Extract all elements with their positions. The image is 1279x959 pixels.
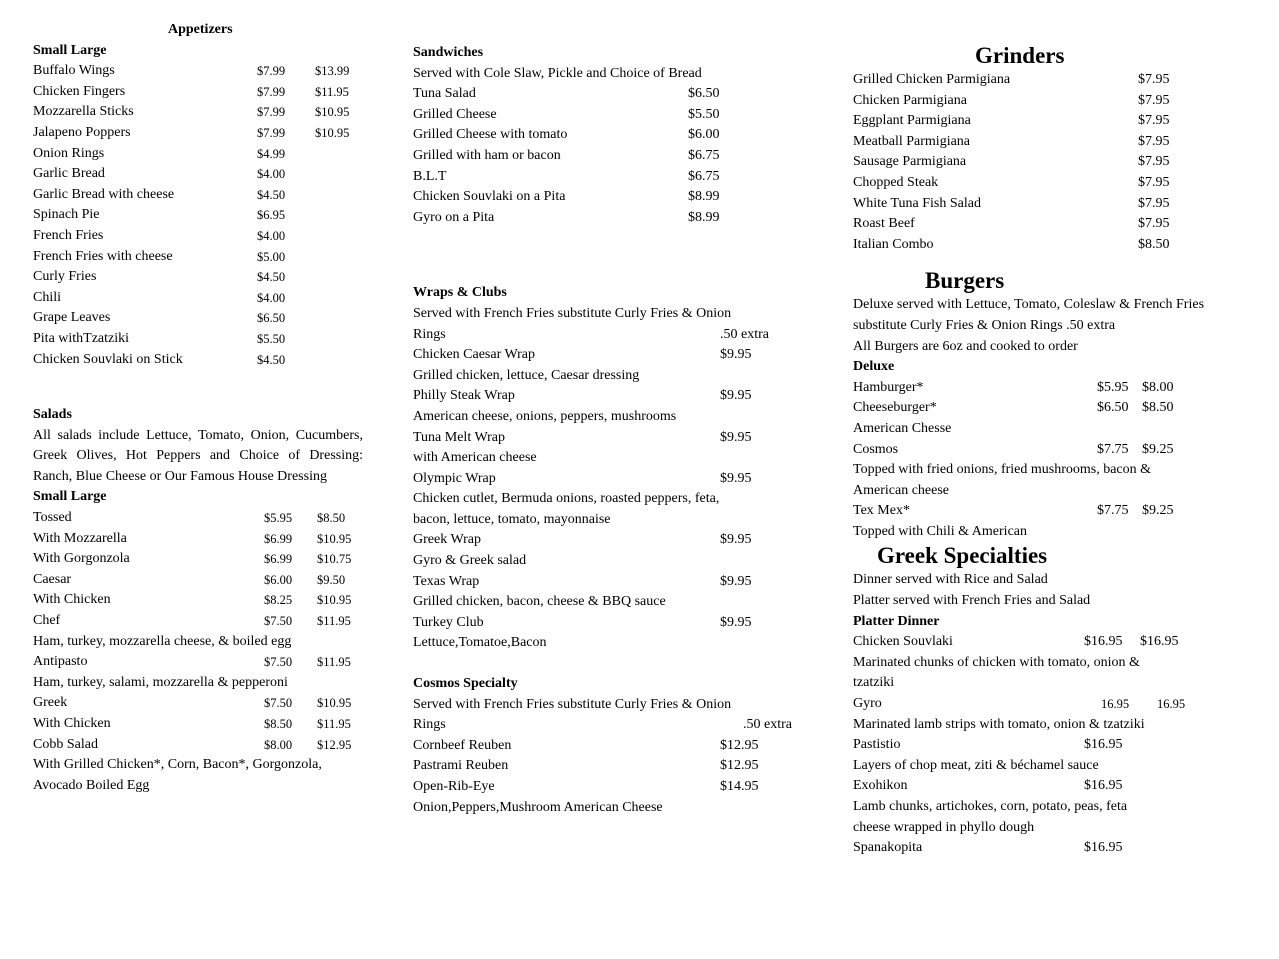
salad-item-small-price: $5.95 [264, 511, 293, 526]
grinder-item-price: $7.95 [1138, 113, 1170, 129]
wrap-item [413, 572, 813, 593]
cosmos-item [413, 777, 813, 798]
salad-item-small-price: $8.50 [264, 717, 293, 731]
cosmos-item-name: Open-Rib-Eye [413, 779, 495, 794]
greek-item-dinner-price: 16.95 [1157, 697, 1186, 712]
cosmos-item [413, 756, 813, 777]
salad-item-large-price: $12.95 [317, 737, 352, 752]
wrap-item-description: bacon, lettuce, tomato, mayonnaise [413, 511, 611, 527]
appetizer-item-small-price: $7.99 [257, 105, 286, 120]
burger-item-deluxe-price: $9.25 [1142, 503, 1174, 519]
sandwich-item-price: $6.75 [688, 168, 720, 184]
wrap-item [413, 613, 813, 634]
wrap-item-price: $9.95 [720, 614, 752, 630]
sandwich-item-price: $5.50 [688, 106, 720, 122]
sandwich-item-price: $8.99 [688, 209, 720, 225]
appetizer-item-name: Chili [33, 289, 62, 305]
appetizer-item [33, 350, 373, 371]
burger-item-price: $7.75 [1097, 441, 1129, 457]
appetizer-item-small-price: $4.00 [257, 290, 286, 305]
sandwich-item-name: Grilled with ham or bacon [413, 147, 561, 163]
salad-item [33, 735, 373, 756]
burgers-intro-2: substitute Curly Fries & Onion Rings .50 extra [853, 317, 1116, 333]
appetizer-item [33, 205, 373, 226]
wrap-item-description: Chicken cutlet, Bermuda onions, roasted peppers, feta, [413, 491, 720, 507]
grinder-item-name: Chicken Parmigiana [853, 92, 967, 108]
sandwich-item-name: B.L.T [413, 168, 447, 184]
greek-item-name: Spanakopita [853, 840, 923, 856]
appetizer-item-small-price: $6.50 [257, 311, 286, 326]
burger-item-deluxe-price: $8.50 [1142, 400, 1174, 416]
sandwich-item [413, 105, 813, 126]
sandwich-item [413, 125, 813, 146]
burgers-intro-3: All Burgers are 6oz and cooked to order [853, 338, 1078, 354]
sandwich-item [413, 208, 813, 229]
salad-item-small-price: $7.50 [264, 655, 293, 670]
appetizer-item-small-price: $4.50 [257, 270, 286, 285]
salad-item-small-price: $6.99 [264, 552, 293, 567]
wrap-item-description: with American cheese [413, 450, 537, 466]
sandwich-item-price: $6.75 [688, 147, 720, 163]
grinder-item-name: Grilled Chicken Parmigiana [853, 72, 1011, 87]
grinder-item [853, 152, 1253, 173]
appetizer-item-large-price: $13.99 [315, 64, 350, 79]
salad-item [33, 508, 373, 529]
grinders-list [853, 70, 1253, 255]
sandwich-item-price: $6.50 [688, 86, 720, 102]
grinder-item-name: Meatball Parmigiana [853, 133, 971, 149]
grinder-item-price: $7.95 [1138, 133, 1170, 149]
appetizer-item-small-price: $5.00 [257, 249, 286, 264]
salad-item-large-price: $11.95 [317, 614, 351, 629]
burger-item [853, 501, 1253, 522]
appetizer-item [33, 267, 373, 288]
salad-item-large-price: $10.95 [317, 593, 352, 608]
salad-item [33, 549, 373, 570]
salads-footer: With Grilled Chicken*, Corn, Bacon*, Gorgonzola, Avocado Boiled Egg [33, 757, 322, 793]
salads-large-header: Large [70, 489, 107, 505]
wrap-item [413, 469, 813, 490]
salad-item-large-price: $9.50 [317, 572, 346, 587]
burger-item-price: $5.95 [1097, 379, 1129, 395]
grinders-heading: Grinders [975, 43, 1065, 68]
burger-item-price: $6.50 [1097, 400, 1129, 416]
sandwich-item [413, 167, 813, 188]
grinder-item [853, 132, 1253, 153]
wrap-item-name: Greek Wrap [413, 532, 481, 548]
sandwich-item-name: Chicken Souvlaki on a Pita [413, 189, 566, 205]
salads-list [33, 508, 373, 755]
salads-intro: All salads include Lettuce, Tomato, Onion, Cucumbers, Greek Olives, Hot Peppers and Choice of Dressing: Ranch, Blue Cheese or Our Famous House Dressing [33, 427, 363, 484]
cosmos-item-name: Cornbeef Reuben [413, 737, 512, 753]
cosmos-item-price: $12.95 [720, 737, 759, 753]
wrap-item-name: Turkey Club [413, 614, 484, 630]
grinder-item-price: $7.95 [1138, 92, 1170, 108]
wrap-item-description: Grilled chicken, lettuce, Caesar dressing [413, 367, 640, 383]
grinder-item-name: White Tuna Fish Salad [853, 195, 981, 211]
salad-item-small-price: $7.50 [264, 614, 293, 629]
burger-item-price: $7.75 [1097, 503, 1129, 519]
salad-item-name: Cobb Salad [33, 736, 98, 752]
burgers-column-headers [853, 357, 1253, 378]
wrap-item-name: Tuna Melt Wrap [413, 429, 505, 445]
appetizer-item-name: Curly Fries [33, 269, 97, 285]
burger-item-description: Topped with Chili & American [853, 523, 1027, 539]
wrap-item-price: $9.95 [720, 532, 752, 548]
grinder-item [853, 214, 1253, 235]
appetizer-item-small-price: $7.99 [257, 64, 286, 79]
greek-intro-2: Platter served with French Fries and Salad [853, 593, 1091, 609]
grinder-item-price: $7.95 [1138, 72, 1170, 87]
wraps-heading: Wraps & Clubs [413, 285, 507, 301]
sandwich-item [413, 84, 813, 105]
grinder-item-name: Roast Beef [853, 216, 915, 232]
salad-item-small-price: $7.50 [264, 696, 293, 711]
burger-item-name: Cheeseburger* [853, 400, 937, 416]
salad-item-large-price: $11.95 [317, 717, 351, 731]
appetizer-item-small-price: $4.50 [257, 352, 286, 367]
salad-item-name: With Gorgonzola [33, 551, 130, 567]
cosmos-item-price: $12.95 [720, 758, 759, 774]
wrap-item-description: Grilled chicken, bacon, cheese & BBQ sauce [413, 594, 666, 610]
burgers-intro-1: Deluxe served with Lettuce, Tomato, Coleslaw & French Fries [853, 297, 1205, 313]
salad-item-large-price: $10.75 [317, 552, 352, 567]
grinder-item [853, 173, 1253, 194]
salad-item [33, 693, 373, 714]
sandwiches-list [413, 84, 813, 228]
appetizer-item [33, 123, 373, 144]
column-2 [413, 43, 813, 818]
grinder-item-name: Chopped Steak [853, 174, 939, 190]
salad-item [33, 714, 373, 735]
wraps-extra-label: Rings [413, 326, 446, 342]
wrap-item-price: $9.95 [720, 470, 752, 486]
salad-item [33, 529, 373, 550]
appetizer-item-name: Garlic Bread with cheese [33, 186, 175, 202]
salad-item-name: Greek [33, 695, 68, 711]
column-1 [33, 20, 373, 796]
sandwich-item-price: $8.99 [688, 189, 720, 205]
cosmos-list [413, 736, 813, 818]
salad-item-small-price: $6.99 [264, 531, 293, 546]
salad-item-small-price: $6.00 [264, 572, 293, 587]
salads-heading: Salads [33, 407, 72, 423]
salad-item-name: With Chicken [33, 592, 111, 608]
cosmos-extra-price: .50 extra [743, 717, 792, 733]
appetizer-item-small-price: $7.99 [257, 84, 286, 99]
greek-item-platter-price: $16.95 [1084, 634, 1123, 650]
greek-dinner-header: Dinner [897, 613, 940, 629]
greek-item-platter-price: $16.95 [1084, 778, 1123, 794]
salad-item-name: Chef [33, 613, 61, 629]
grinder-item-price: $8.50 [1138, 236, 1170, 252]
appetizer-item-name: Grape Leaves [33, 310, 111, 326]
appetizer-item-name: Spinach Pie [33, 207, 100, 223]
appetizer-item-name: Pita withTzatziki [33, 330, 130, 346]
wrap-item-description: Lettuce,Tomatoe,Bacon [413, 635, 547, 651]
greek-list [853, 632, 1253, 859]
wrap-item [413, 530, 813, 551]
greek-item-description: tzatziki [853, 675, 895, 691]
greek-item [853, 735, 1253, 756]
greek-heading: Greek Specialties [877, 543, 1048, 569]
salad-item-description: Ham, turkey, mozzarella cheese, & boiled egg [33, 633, 292, 649]
appetizer-item [33, 102, 373, 123]
sandwiches-subtitle: Served with Cole Slaw, Pickle and Choice of Bread [413, 65, 702, 81]
salad-item-name: With Mozzarella [33, 530, 127, 546]
appetizers-heading: Appetizers [168, 22, 233, 37]
appetizer-item [33, 329, 373, 350]
grinder-item-price: $7.95 [1138, 174, 1170, 190]
salad-item [33, 652, 373, 673]
sandwich-item-price: $6.00 [688, 127, 720, 143]
appetizer-item-name: French Fries [33, 227, 104, 243]
burger-item [853, 378, 1253, 399]
appetizer-item-small-price: $7.99 [257, 125, 286, 140]
appetizers-list [33, 61, 373, 370]
burger-item-description: American cheese [853, 482, 949, 498]
appetizer-item-small-price: $6.95 [257, 208, 286, 223]
salad-item-small-price: $8.25 [264, 593, 293, 608]
cosmos-subtitle: Served with French Fries substitute Curly Fries & Onion [413, 696, 732, 712]
greek-platter-header: Platter [853, 613, 894, 629]
greek-item-name: Exohikon [853, 778, 908, 794]
wrap-item-price: $9.95 [720, 388, 752, 404]
burger-item-name: Hamburger* [853, 379, 924, 395]
burger-item [853, 398, 1253, 419]
sandwich-item-name: Gyro on a Pita [413, 209, 495, 225]
burger-item-description: American Chesse [853, 420, 952, 436]
cosmos-extra-label: Rings [413, 717, 446, 733]
salad-item-large-price: $10.95 [317, 696, 352, 711]
wraps-extra-row [413, 325, 813, 346]
wrap-item-price: $9.95 [720, 429, 752, 445]
wrap-item [413, 345, 813, 366]
greek-item-description: Marinated chunks of chicken with tomato, onion & [853, 654, 1140, 670]
grinder-item-name: Eggplant Parmigiana [853, 113, 971, 129]
cosmos-item-price: $14.95 [720, 779, 759, 794]
appetizers-small-header: Small [33, 42, 68, 58]
salad-item-name: Antipasto [33, 654, 88, 670]
burger-item [853, 440, 1253, 461]
salad-item [33, 590, 373, 611]
cosmos-item [413, 736, 813, 757]
cosmos-item-name: Pastrami Reuben [413, 758, 509, 774]
wrap-item-name: Chicken Caesar Wrap [413, 347, 536, 363]
appetizer-item-small-price: $5.50 [257, 331, 286, 346]
sandwich-item [413, 187, 813, 208]
greek-item-name: Gyro [853, 696, 882, 712]
appetizers-large-header: Large [70, 42, 107, 58]
appetizer-item [33, 247, 373, 268]
appetizer-item [33, 144, 373, 165]
greek-item-platter-price: $16.95 [1084, 840, 1123, 856]
salads-small-header: Small [33, 489, 68, 505]
appetizer-item-large-price: $10.95 [315, 125, 350, 140]
grinder-item-name: Italian Combo [853, 236, 934, 252]
appetizer-item-name: Garlic Bread [33, 166, 105, 182]
wrap-item [413, 428, 813, 449]
salad-item [33, 570, 373, 591]
burgers-heading: Burgers [925, 268, 1005, 294]
appetizer-item-name: Onion Rings [33, 145, 105, 161]
wrap-item-name: Philly Steak Wrap [413, 388, 515, 404]
wrap-item-name: Olympic Wrap [413, 470, 496, 486]
appetizer-item [33, 82, 373, 103]
wraps-extra-price: .50 extra [720, 326, 769, 342]
sandwich-item [413, 146, 813, 167]
salads-column-headers [33, 487, 373, 508]
burger-item-name: Cosmos [853, 441, 899, 457]
greek-item-description: Layers of chop meat, ziti & béchamel sauce [853, 757, 1099, 773]
appetizer-item-name: Mozzarella Sticks [33, 104, 134, 120]
wrap-item-description: Gyro & Greek salad [413, 553, 527, 569]
sandwich-item-name: Grilled Cheese [413, 106, 497, 122]
grinder-item [853, 111, 1253, 132]
grinder-item-price: $7.95 [1138, 195, 1170, 211]
appetizer-item-name: Chicken Fingers [33, 83, 126, 99]
salad-item-large-price: $11.95 [317, 655, 351, 670]
appetizer-item-name: Buffalo Wings [33, 63, 115, 79]
sandwich-item-name: Grilled Cheese with tomato [413, 127, 568, 143]
appetizer-item-name: Jalapeno Poppers [33, 124, 131, 140]
grinder-item [853, 91, 1253, 112]
greek-item-platter-price: 16.95 [1101, 697, 1130, 712]
salad-item-name: With Chicken [33, 716, 111, 731]
cosmos-extra-row [413, 715, 813, 736]
appetizer-item-large-price: $11.95 [315, 84, 349, 99]
column-3 [853, 42, 1253, 859]
greek-item-platter-price: $16.95 [1084, 737, 1123, 753]
burger-item-name: Tex Mex* [853, 503, 910, 519]
grinder-item-price: $7.95 [1138, 216, 1170, 232]
grinder-item [853, 235, 1253, 256]
sandwiches-heading: Sandwiches [413, 45, 484, 60]
appetizer-item-name: Chicken Souvlaki on Stick [33, 351, 183, 367]
appetizer-item [33, 288, 373, 309]
appetizer-item [33, 308, 373, 329]
appetizers-column-headers [33, 41, 373, 62]
greek-item-description: Lamb chunks, artichokes, corn, potato, peas, feta [853, 799, 1128, 814]
greek-item-description: cheese wrapped in phyllo dough [853, 819, 1035, 835]
cosmos-heading: Cosmos Specialty [413, 676, 518, 692]
wraps-subtitle: Served with French Fries substitute Curly Fries & Onion [413, 305, 732, 321]
burgers-list [853, 378, 1253, 543]
greek-item [853, 776, 1253, 797]
salad-item-large-price: $10.95 [317, 531, 352, 546]
salad-item [33, 611, 373, 632]
grinder-item [853, 70, 1253, 91]
appetizer-item [33, 61, 373, 82]
greek-item [853, 694, 1253, 715]
salad-item-name: Tossed [33, 510, 72, 526]
appetizer-item-large-price: $10.95 [315, 105, 350, 120]
wrap-item-price: $9.95 [720, 573, 752, 589]
salad-item-small-price: $8.00 [264, 737, 293, 752]
appetizer-item-small-price: $4.00 [257, 167, 286, 182]
grinder-item [853, 194, 1253, 215]
appetizer-item [33, 226, 373, 247]
wrap-item-description: American cheese, onions, peppers, mushrooms [413, 408, 677, 424]
sandwich-item-name: Tuna Salad [413, 86, 476, 102]
salad-item-large-price: $8.50 [317, 511, 346, 526]
wraps-list [413, 345, 813, 654]
appetizer-item [33, 164, 373, 185]
burger-item-deluxe-price: $8.00 [1142, 379, 1174, 395]
appetizer-item [33, 185, 373, 206]
burger-item-description: Topped with fried onions, fried mushrooms, bacon & [853, 462, 1152, 478]
grinder-item-name: Sausage Parmigiana [853, 154, 967, 170]
grinder-item-price: $7.95 [1138, 154, 1170, 170]
greek-item-dinner-price: $16.95 [1140, 634, 1179, 650]
appetizer-item-name: French Fries with cheese [33, 248, 173, 264]
wrap-item [413, 386, 813, 407]
greek-item-name: Chicken Souvlaki [853, 634, 953, 650]
salad-item-description: Ham, turkey, salami, mozzarella & pepperoni [33, 674, 288, 690]
burgers-deluxe-header: Deluxe [853, 359, 895, 375]
greek-item [853, 838, 1253, 859]
burger-item-deluxe-price: $9.25 [1142, 441, 1174, 457]
cosmos-item-description: Onion,Peppers,Mushroom American Cheese [413, 799, 663, 815]
greek-item-description: Marinated lamb strips with tomato, onion & tzatziki [853, 716, 1145, 732]
greek-intro-1: Dinner served with Rice and Salad [853, 572, 1048, 588]
salad-item-name: Caesar [33, 571, 72, 587]
appetizer-item-small-price: $4.00 [257, 228, 286, 243]
wrap-item-price: $9.95 [720, 347, 752, 363]
appetizer-item-small-price: $4.99 [257, 146, 286, 161]
greek-item [853, 632, 1253, 653]
wrap-item-name: Texas Wrap [413, 573, 480, 589]
appetizer-item-small-price: $4.50 [257, 187, 286, 202]
greek-item-name: Pastistio [853, 737, 901, 753]
greek-column-headers [853, 612, 1253, 633]
